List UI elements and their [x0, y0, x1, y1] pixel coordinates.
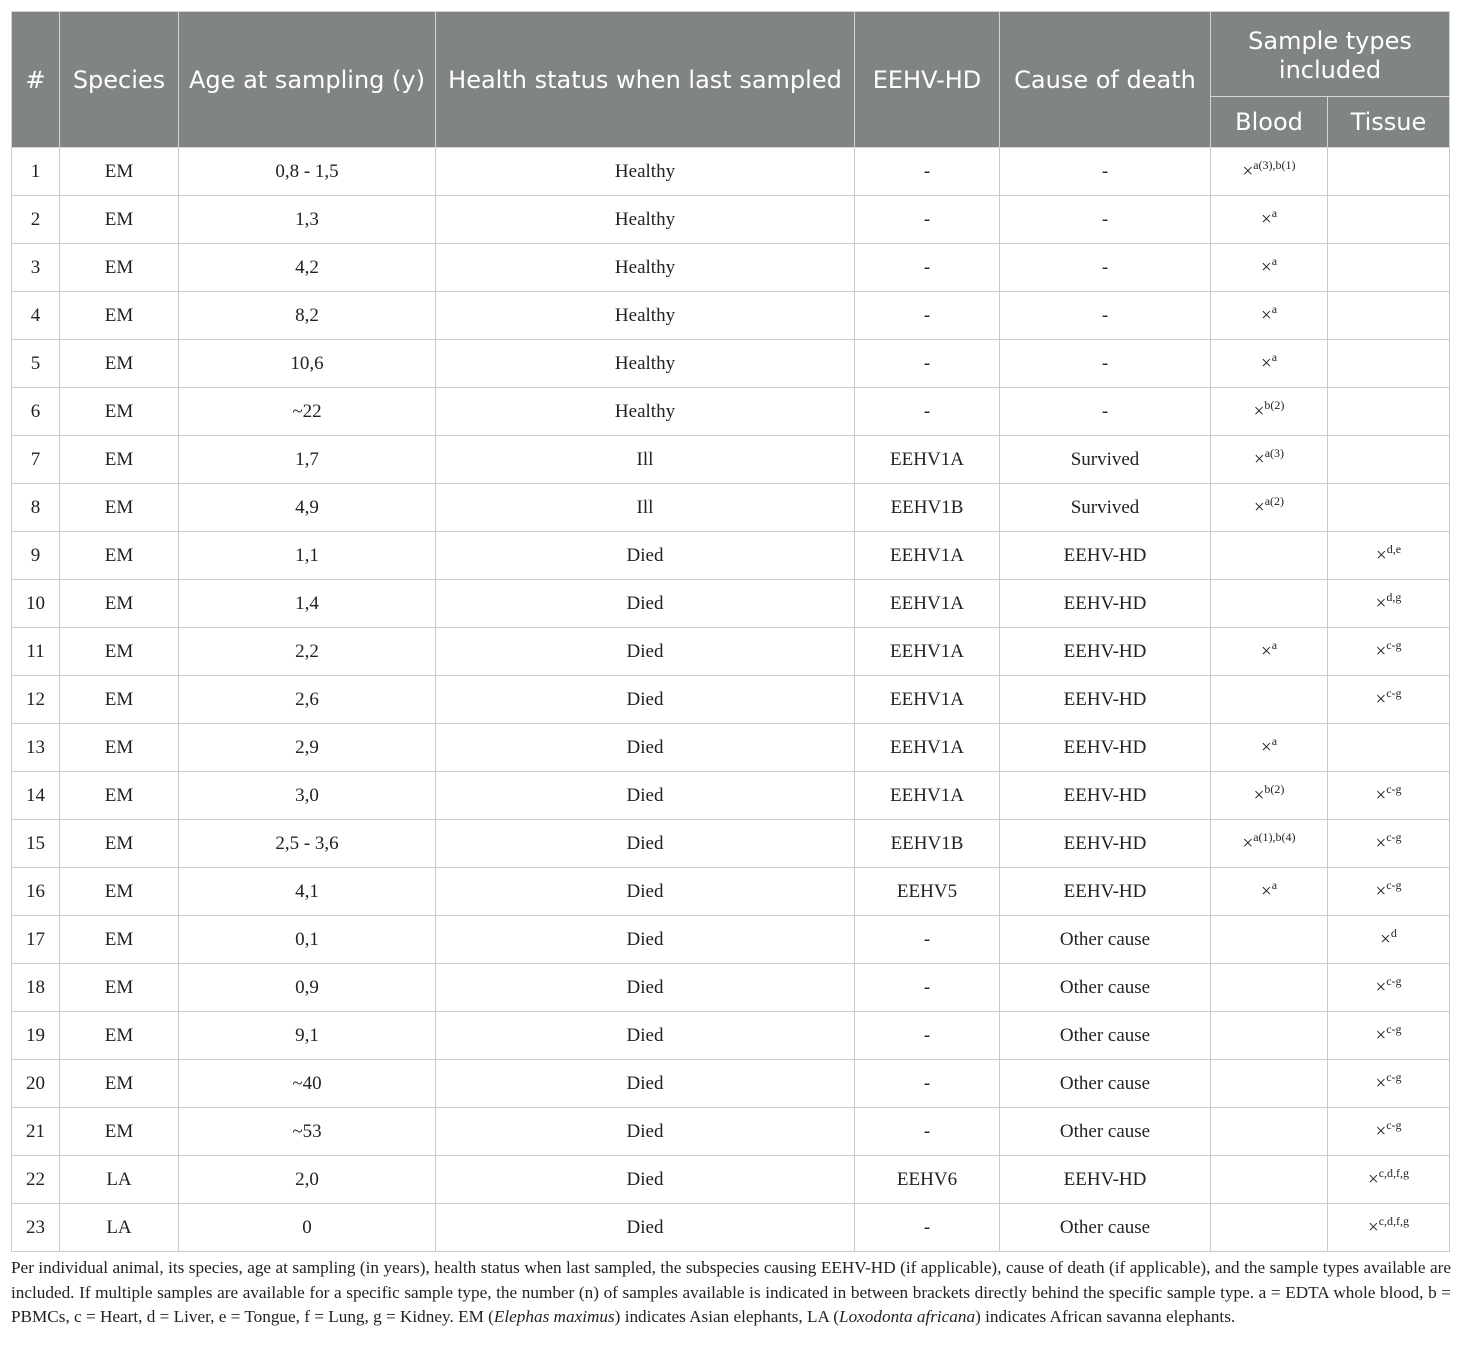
table-row — [12, 484, 1450, 532]
sample-code: b(2) — [1264, 781, 1285, 796]
cell-tissue — [1328, 1060, 1450, 1108]
sample-code: d — [1390, 925, 1397, 940]
cell-num: 10 — [12, 580, 60, 628]
cell-age: 4,1 — [179, 868, 436, 916]
cell-species: EM — [60, 532, 179, 580]
cell-species: EM — [60, 1012, 179, 1060]
sample-code: c-g — [1386, 781, 1402, 796]
cell-num: 23 — [12, 1204, 60, 1252]
cell-age: 0 — [179, 1204, 436, 1252]
cell-eehv: - — [855, 1060, 1000, 1108]
cell-blood — [1211, 148, 1328, 196]
cell-health: Healthy — [436, 340, 855, 388]
table-row — [12, 580, 1450, 628]
mark-symbol: × — [1375, 832, 1387, 854]
cell-eehv: - — [855, 292, 1000, 340]
cell-tissue — [1328, 1156, 1450, 1204]
cell-species: EM — [60, 580, 179, 628]
cell-num: 5 — [12, 340, 60, 388]
cell-tissue — [1328, 628, 1450, 676]
cell-age: 0,9 — [179, 964, 436, 1012]
table-row — [12, 436, 1450, 484]
mark-symbol: × — [1375, 976, 1387, 998]
caption-part3: ) indicates African savanna elephants. — [975, 1307, 1236, 1326]
table-row — [12, 1204, 1450, 1252]
cell-eehv: - — [855, 1108, 1000, 1156]
cell-health: Healthy — [436, 196, 855, 244]
cell-cause: EEHV-HD — [1000, 676, 1211, 724]
cell-age: 0,1 — [179, 916, 436, 964]
cell-blood — [1211, 196, 1328, 244]
cell-num: 22 — [12, 1156, 60, 1204]
cell-blood — [1211, 484, 1328, 532]
sample-code: c-g — [1386, 973, 1402, 988]
cell-num: 9 — [12, 532, 60, 580]
header-cause: Cause of death — [1000, 12, 1211, 148]
cell-age: 4,9 — [179, 484, 436, 532]
mark-symbol: × — [1260, 208, 1272, 230]
cell-cause: - — [1000, 196, 1211, 244]
header-health: Health status when last sampled — [436, 12, 855, 148]
table-row — [12, 292, 1450, 340]
cell-eehv: EEHV1A — [855, 580, 1000, 628]
mark-symbol: × — [1260, 640, 1272, 662]
cell-cause: EEHV-HD — [1000, 628, 1211, 676]
cell-blood — [1211, 580, 1328, 628]
cell-num: 3 — [12, 244, 60, 292]
mark-symbol: × — [1253, 448, 1265, 470]
cell-blood — [1211, 724, 1328, 772]
sample-code: c-g — [1386, 829, 1402, 844]
cell-age: 2,9 — [179, 724, 436, 772]
cell-eehv: - — [855, 340, 1000, 388]
cell-species: EM — [60, 196, 179, 244]
cell-eehv: - — [855, 196, 1000, 244]
cell-num: 21 — [12, 1108, 60, 1156]
cell-blood — [1211, 1012, 1328, 1060]
cell-eehv: EEHV1B — [855, 820, 1000, 868]
cell-blood — [1211, 1060, 1328, 1108]
cell-tissue — [1328, 916, 1450, 964]
mark-symbol: × — [1253, 784, 1265, 806]
cell-cause: Survived — [1000, 436, 1211, 484]
sample-code: c-g — [1386, 1117, 1402, 1132]
cell-tissue — [1328, 1204, 1450, 1252]
cell-eehv: - — [855, 388, 1000, 436]
cell-eehv: EEHV1B — [855, 484, 1000, 532]
table-row — [12, 964, 1450, 1012]
cell-eehv: EEHV1A — [855, 724, 1000, 772]
mark-symbol: × — [1367, 1216, 1379, 1238]
cell-tissue — [1328, 148, 1450, 196]
cell-cause: EEHV-HD — [1000, 868, 1211, 916]
cell-species: EM — [60, 676, 179, 724]
mark-symbol: × — [1375, 1120, 1387, 1142]
cell-age: 2,5 - 3,6 — [179, 820, 436, 868]
cell-health: Died — [436, 868, 855, 916]
header-species: Species — [60, 12, 179, 148]
cell-blood — [1211, 1156, 1328, 1204]
cell-num: 20 — [12, 1060, 60, 1108]
cell-health: Died — [436, 532, 855, 580]
table-container — [11, 11, 1449, 1252]
mark-symbol: × — [1260, 880, 1272, 902]
cell-tissue — [1328, 1108, 1450, 1156]
cell-blood — [1211, 676, 1328, 724]
caption-part2: ) indicates Asian elephants, LA ( — [614, 1307, 840, 1326]
cell-blood — [1211, 628, 1328, 676]
cell-health: Ill — [436, 436, 855, 484]
cell-blood — [1211, 916, 1328, 964]
cell-blood — [1211, 772, 1328, 820]
table-caption — [11, 1256, 1451, 1330]
cell-age: 3,0 — [179, 772, 436, 820]
cell-blood — [1211, 292, 1328, 340]
cell-age: 0,8 - 1,5 — [179, 148, 436, 196]
cell-eehv: EEHV1A — [855, 628, 1000, 676]
sample-code: c,d,f,g — [1378, 1213, 1410, 1228]
table-row — [12, 916, 1450, 964]
cell-blood — [1211, 820, 1328, 868]
mark-symbol: × — [1260, 352, 1272, 374]
cell-cause: EEHV-HD — [1000, 772, 1211, 820]
cell-cause: - — [1000, 244, 1211, 292]
table-row — [12, 676, 1450, 724]
cell-num: 19 — [12, 1012, 60, 1060]
sample-code: c-g — [1386, 637, 1402, 652]
sample-code: d,e — [1386, 541, 1402, 556]
cell-tissue — [1328, 820, 1450, 868]
sample-code: c,d,f,g — [1378, 1165, 1410, 1180]
cell-health: Healthy — [436, 292, 855, 340]
cell-health: Died — [436, 1108, 855, 1156]
cell-blood — [1211, 340, 1328, 388]
cell-health: Died — [436, 1204, 855, 1252]
cell-tissue — [1328, 868, 1450, 916]
cell-age: 4,2 — [179, 244, 436, 292]
cell-age: 2,0 — [179, 1156, 436, 1204]
header-eehv: EEHV-HD — [855, 12, 1000, 148]
sample-code: a(1),b(4) — [1253, 829, 1296, 844]
cell-species: EM — [60, 868, 179, 916]
sample-table — [11, 11, 1450, 1252]
cell-age: 10,6 — [179, 340, 436, 388]
caption-part1: Per individual animal, its species, age at sampling (in years), health status when last sampled, the subspecies causing EEHV-HD (if applicable), cause of death (if applicable), and the sample types available are included. If multiple samples are available for a specific sample type, the number (n) of samples available is indicated in between brackets directly behind the specific sample type. a = EDTA whole blood, b = PBMCs, c = Heart, d = Liver, e = Tongue, f = Lung, g = Kidney. EM ( — [11, 1258, 1451, 1326]
cell-eehv: - — [855, 1012, 1000, 1060]
mark-symbol: × — [1380, 928, 1391, 950]
mark-symbol: × — [1375, 1024, 1387, 1046]
cell-num: 14 — [12, 772, 60, 820]
cell-num: 6 — [12, 388, 60, 436]
mark-symbol: × — [1260, 304, 1272, 326]
cell-health: Died — [436, 1012, 855, 1060]
cell-species: LA — [60, 1204, 179, 1252]
table-row — [12, 724, 1450, 772]
cell-age: 9,1 — [179, 1012, 436, 1060]
cell-health: Died — [436, 772, 855, 820]
cell-num: 11 — [12, 628, 60, 676]
cell-eehv: - — [855, 148, 1000, 196]
sample-code: a — [1271, 253, 1278, 268]
cell-species: EM — [60, 340, 179, 388]
cell-age: 8,2 — [179, 292, 436, 340]
table-row — [12, 196, 1450, 244]
table-row — [12, 244, 1450, 292]
cell-health: Died — [436, 916, 855, 964]
cell-tissue — [1328, 1012, 1450, 1060]
cell-tissue — [1328, 484, 1450, 532]
cell-tissue — [1328, 532, 1450, 580]
mark-symbol: × — [1260, 256, 1272, 278]
cell-eehv: EEHV5 — [855, 868, 1000, 916]
table-row — [12, 340, 1450, 388]
cell-species: EM — [60, 1060, 179, 1108]
sample-code: d,g — [1386, 589, 1402, 604]
cell-tissue — [1328, 388, 1450, 436]
cell-species: EM — [60, 388, 179, 436]
cell-blood — [1211, 1108, 1328, 1156]
sample-code: a — [1271, 637, 1278, 652]
cell-health: Died — [436, 628, 855, 676]
mark-symbol: × — [1375, 688, 1387, 710]
mark-symbol: × — [1375, 1072, 1387, 1094]
cell-age: 1,3 — [179, 196, 436, 244]
cell-blood — [1211, 964, 1328, 1012]
cell-tissue — [1328, 676, 1450, 724]
cell-age: 2,6 — [179, 676, 436, 724]
cell-tissue — [1328, 724, 1450, 772]
cell-age: ~40 — [179, 1060, 436, 1108]
sample-code: c-g — [1386, 1069, 1402, 1084]
mark-symbol: × — [1375, 880, 1387, 902]
mark-symbol: × — [1367, 1168, 1379, 1190]
table-body — [12, 148, 1450, 1252]
header-tissue: Tissue — [1328, 97, 1450, 148]
cell-tissue — [1328, 340, 1450, 388]
cell-cause: Other cause — [1000, 1060, 1211, 1108]
table-row — [12, 532, 1450, 580]
cell-blood — [1211, 868, 1328, 916]
cell-tissue — [1328, 964, 1450, 1012]
mark-symbol: × — [1253, 496, 1265, 518]
cell-cause: - — [1000, 148, 1211, 196]
cell-tissue — [1328, 580, 1450, 628]
table-row — [12, 1060, 1450, 1108]
table-row — [12, 868, 1450, 916]
cell-health: Died — [436, 724, 855, 772]
mark-symbol: × — [1242, 160, 1254, 182]
mark-symbol: × — [1375, 640, 1387, 662]
header-sample-types: Sample types included — [1211, 12, 1450, 97]
cell-cause: Other cause — [1000, 1012, 1211, 1060]
cell-tissue — [1328, 244, 1450, 292]
cell-species: EM — [60, 1108, 179, 1156]
cell-species: EM — [60, 436, 179, 484]
cell-eehv: EEHV1A — [855, 532, 1000, 580]
cell-health: Ill — [436, 484, 855, 532]
cell-cause: EEHV-HD — [1000, 532, 1211, 580]
table-row — [12, 388, 1450, 436]
cell-blood — [1211, 436, 1328, 484]
cell-tissue — [1328, 196, 1450, 244]
cell-species: EM — [60, 772, 179, 820]
cell-cause: - — [1000, 292, 1211, 340]
cell-eehv: EEHV1A — [855, 676, 1000, 724]
cell-cause: Other cause — [1000, 916, 1211, 964]
cell-health: Died — [436, 580, 855, 628]
cell-blood — [1211, 244, 1328, 292]
mark-symbol: × — [1253, 400, 1265, 422]
cell-cause: EEHV-HD — [1000, 820, 1211, 868]
cell-cause: - — [1000, 340, 1211, 388]
cell-health: Died — [436, 1060, 855, 1108]
cell-eehv: - — [855, 1204, 1000, 1252]
cell-num: 4 — [12, 292, 60, 340]
cell-health: Died — [436, 964, 855, 1012]
cell-health: Died — [436, 1156, 855, 1204]
sample-code: c-g — [1386, 1021, 1402, 1036]
cell-tissue — [1328, 772, 1450, 820]
cell-species: EM — [60, 724, 179, 772]
cell-species: LA — [60, 1156, 179, 1204]
sample-code: c-g — [1386, 877, 1402, 892]
header-num: # — [12, 12, 60, 148]
cell-num: 13 — [12, 724, 60, 772]
cell-eehv: EEHV6 — [855, 1156, 1000, 1204]
mark-symbol: × — [1375, 544, 1387, 566]
header-age: Age at sampling (y) — [179, 12, 436, 148]
cell-eehv: - — [855, 964, 1000, 1012]
cell-health: Healthy — [436, 244, 855, 292]
cell-age: 2,2 — [179, 628, 436, 676]
cell-cause: - — [1000, 388, 1211, 436]
caption-em-italic: Elephas maximus — [493, 1307, 615, 1326]
cell-cause: EEHV-HD — [1000, 724, 1211, 772]
cell-num: 17 — [12, 916, 60, 964]
cell-cause: Survived — [1000, 484, 1211, 532]
sample-code: a — [1271, 349, 1278, 364]
cell-eehv: - — [855, 244, 1000, 292]
sample-code: a — [1271, 205, 1278, 220]
cell-cause: Other cause — [1000, 964, 1211, 1012]
cell-species: EM — [60, 820, 179, 868]
mark-symbol: × — [1242, 832, 1254, 854]
sample-code: c-g — [1386, 685, 1402, 700]
cell-age: 1,4 — [179, 580, 436, 628]
mark-symbol: × — [1260, 736, 1272, 758]
cell-blood — [1211, 388, 1328, 436]
cell-species: EM — [60, 244, 179, 292]
caption-la-italic: Loxodonta africana — [839, 1307, 976, 1326]
mark-symbol: × — [1375, 592, 1387, 614]
cell-blood — [1211, 532, 1328, 580]
cell-cause: EEHV-HD — [1000, 580, 1211, 628]
table-row — [12, 148, 1450, 196]
cell-num: 7 — [12, 436, 60, 484]
cell-num: 8 — [12, 484, 60, 532]
cell-eehv: EEHV1A — [855, 436, 1000, 484]
table-row — [12, 628, 1450, 676]
cell-tissue — [1328, 436, 1450, 484]
table-row — [12, 820, 1450, 868]
cell-age: ~22 — [179, 388, 436, 436]
cell-age: ~53 — [179, 1108, 436, 1156]
cell-species: EM — [60, 916, 179, 964]
sample-code: a — [1271, 733, 1278, 748]
cell-species: EM — [60, 292, 179, 340]
table-row — [12, 1156, 1450, 1204]
cell-health: Died — [436, 820, 855, 868]
cell-tissue — [1328, 292, 1450, 340]
sample-code: b(2) — [1264, 397, 1285, 412]
cell-species: EM — [60, 628, 179, 676]
cell-blood — [1211, 1204, 1328, 1252]
cell-age: 1,1 — [179, 532, 436, 580]
table-row — [12, 772, 1450, 820]
sample-code: a(3),b(1) — [1253, 157, 1296, 172]
cell-num: 15 — [12, 820, 60, 868]
table-row — [12, 1012, 1450, 1060]
cell-species: EM — [60, 964, 179, 1012]
cell-age: 1,7 — [179, 436, 436, 484]
cell-cause: Other cause — [1000, 1204, 1211, 1252]
cell-num: 12 — [12, 676, 60, 724]
table-row — [12, 1108, 1450, 1156]
cell-eehv: - — [855, 916, 1000, 964]
cell-num: 16 — [12, 868, 60, 916]
cell-num: 2 — [12, 196, 60, 244]
cell-species: EM — [60, 148, 179, 196]
sample-code: a — [1271, 301, 1278, 316]
sample-code: a(3) — [1264, 445, 1285, 460]
cell-cause: EEHV-HD — [1000, 1156, 1211, 1204]
cell-species: EM — [60, 484, 179, 532]
sample-code: a(2) — [1264, 493, 1285, 508]
cell-health: Healthy — [436, 148, 855, 196]
cell-health: Died — [436, 676, 855, 724]
cell-cause: Other cause — [1000, 1108, 1211, 1156]
cell-health: Healthy — [436, 388, 855, 436]
cell-eehv: EEHV1A — [855, 772, 1000, 820]
sample-code: a — [1271, 877, 1278, 892]
cell-num: 18 — [12, 964, 60, 1012]
mark-symbol: × — [1375, 784, 1387, 806]
header-blood: Blood — [1211, 97, 1328, 148]
cell-num: 1 — [12, 148, 60, 196]
